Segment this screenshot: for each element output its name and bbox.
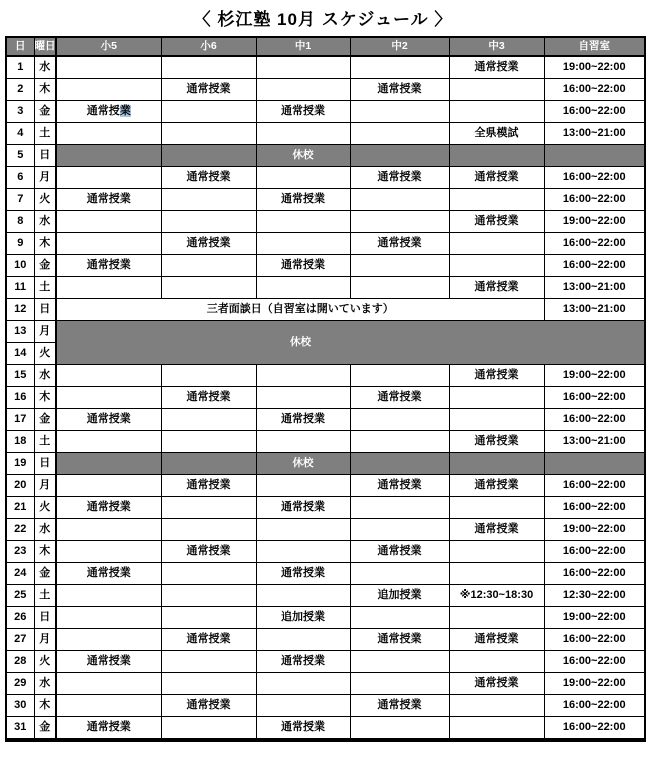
schedule-cell — [56, 365, 161, 387]
schedule-cell: 通常授業 — [56, 497, 161, 519]
schedule-cell — [449, 563, 544, 585]
column-header-0: 日 — [6, 37, 34, 56]
schedule-cell — [56, 211, 161, 233]
schedule-cell: 通常授業 — [449, 167, 544, 189]
day-cell: 13 — [6, 321, 34, 343]
schedule-cell: 通常授業 — [449, 519, 544, 541]
schedule-cell: 通常授業 — [56, 409, 161, 431]
day-cell: 7 — [6, 189, 34, 211]
table-row-day-24 — [6, 563, 645, 585]
schedule-cell — [161, 56, 256, 79]
day-cell: 2 — [6, 79, 34, 101]
closed-cell — [449, 145, 544, 167]
schedule-cell — [449, 607, 544, 629]
schedule-cell — [449, 233, 544, 255]
closed-cell — [56, 145, 161, 167]
schedule-cell — [56, 233, 161, 255]
table-header — [6, 37, 645, 56]
table-row-day-30 — [6, 695, 645, 717]
weekday-cell: 木 — [34, 79, 56, 101]
day-cell: 1 — [6, 56, 34, 79]
closed-label-cell: 休校 — [256, 145, 350, 167]
study-room-cell: 16:00~22:00 — [544, 233, 645, 255]
schedule-cell — [256, 387, 350, 409]
schedule-cell — [161, 277, 256, 299]
day-cell: 14 — [6, 343, 34, 365]
table-row-day-22 — [6, 519, 645, 541]
weekday-cell: 土 — [34, 431, 56, 453]
weekday-cell: 木 — [34, 541, 56, 563]
schedule-document — [0, 5, 646, 773]
weekday-cell: 日 — [34, 299, 56, 321]
study-room-cell: 19:00~22:00 — [544, 56, 645, 79]
table-row-day-23 — [6, 541, 645, 563]
study-room-cell: 19:00~22:00 — [544, 607, 645, 629]
schedule-cell: 通常授業 — [350, 387, 449, 409]
weekday-cell: 金 — [34, 563, 56, 585]
schedule-cell — [56, 79, 161, 101]
schedule-cell: 通常授業 — [256, 255, 350, 277]
study-room-cell: 16:00~22:00 — [544, 79, 645, 101]
schedule-cell: 通常授業 — [350, 475, 449, 497]
schedule-cell — [56, 585, 161, 607]
schedule-cell — [161, 101, 256, 123]
weekday-cell: 水 — [34, 673, 56, 695]
day-cell: 8 — [6, 211, 34, 233]
table-row-day-17 — [6, 409, 645, 431]
study-room-cell: 12:30~22:00 — [544, 585, 645, 607]
closed-cell — [161, 145, 256, 167]
schedule-cell: 通常授業 — [449, 56, 544, 79]
schedule-cell — [350, 519, 449, 541]
closed-merged-cell — [56, 321, 645, 365]
schedule-cell — [56, 673, 161, 695]
table-row-day-15 — [6, 365, 645, 387]
schedule-cell — [161, 607, 256, 629]
schedule-cell: 全県模試 — [449, 123, 544, 145]
schedule-cell: 通常授業 — [449, 431, 544, 453]
table-row-day-29 — [6, 673, 645, 695]
schedule-cell: 通常授業 — [56, 101, 161, 123]
day-cell: 23 — [6, 541, 34, 563]
schedule-cell — [350, 431, 449, 453]
schedule-cell: 通常授業 — [350, 695, 449, 717]
schedule-cell — [256, 541, 350, 563]
schedule-cell — [256, 585, 350, 607]
schedule-cell — [56, 695, 161, 717]
schedule-cell: 通常授業 — [161, 79, 256, 101]
table-row-day-19 — [6, 453, 645, 475]
schedule-cell — [56, 475, 161, 497]
weekday-cell: 火 — [34, 497, 56, 519]
schedule-cell: 通常授業 — [256, 189, 350, 211]
day-cell: 29 — [6, 673, 34, 695]
table-row-day-26 — [6, 607, 645, 629]
weekday-cell: 月 — [34, 167, 56, 189]
schedule-cell: ※12:30~18:30 — [449, 585, 544, 607]
table-header-row — [6, 37, 645, 56]
schedule-cell — [350, 56, 449, 79]
schedule-cell — [56, 387, 161, 409]
study-room-cell: 19:00~22:00 — [544, 673, 645, 695]
schedule-cell — [256, 167, 350, 189]
study-room-cell: 19:00~22:00 — [544, 211, 645, 233]
schedule-cell — [161, 409, 256, 431]
table-row-day-31 — [6, 717, 645, 741]
schedule-cell — [256, 277, 350, 299]
table-row-day-27 — [6, 629, 645, 651]
schedule-cell — [350, 211, 449, 233]
schedule-cell: 通常授業 — [256, 101, 350, 123]
column-header-5: 中2 — [350, 37, 449, 56]
schedule-cell — [256, 211, 350, 233]
schedule-cell — [449, 717, 544, 741]
study-room-cell: 16:00~22:00 — [544, 695, 645, 717]
schedule-cell — [56, 123, 161, 145]
schedule-cell — [449, 189, 544, 211]
schedule-cell — [449, 387, 544, 409]
weekday-cell: 月 — [34, 321, 56, 343]
weekday-cell: 日 — [34, 145, 56, 167]
column-header-7: 自習室 — [544, 37, 645, 56]
column-header-1: 曜日 — [34, 37, 56, 56]
text-selection-highlight: 業 — [119, 105, 131, 117]
closed-cell — [544, 453, 645, 475]
study-room-cell: 16:00~22:00 — [544, 563, 645, 585]
column-header-2: 小5 — [56, 37, 161, 56]
schedule-cell — [161, 123, 256, 145]
weekday-cell: 火 — [34, 189, 56, 211]
schedule-cell: 通常授業 — [449, 673, 544, 695]
table-row-day-10 — [6, 255, 645, 277]
schedule-cell — [161, 519, 256, 541]
weekday-cell: 水 — [34, 365, 56, 387]
table-row-day-7 — [6, 189, 645, 211]
day-cell: 5 — [6, 145, 34, 167]
schedule-cell — [161, 189, 256, 211]
study-room-cell: 16:00~22:00 — [544, 387, 645, 409]
table-row-day-25 — [6, 585, 645, 607]
schedule-cell: 通常授業 — [449, 475, 544, 497]
study-room-cell: 13:00~21:00 — [544, 277, 645, 299]
table-row-day-3 — [6, 101, 645, 123]
schedule-cell: 通常授業 — [56, 255, 161, 277]
study-room-cell: 16:00~22:00 — [544, 101, 645, 123]
schedule-cell — [449, 497, 544, 519]
day-cell: 6 — [6, 167, 34, 189]
schedule-cell — [449, 651, 544, 673]
table-body — [6, 56, 645, 740]
schedule-table — [5, 36, 646, 742]
schedule-cell: 通常授業 — [256, 497, 350, 519]
page-title: 〈 杉江塾 10月 スケジュール 〉 — [193, 10, 453, 29]
schedule-cell: 通常授業 — [161, 629, 256, 651]
schedule-cell — [350, 607, 449, 629]
day-cell: 24 — [6, 563, 34, 585]
meeting-day-cell: 三者面談日（自習室は開いています） — [56, 299, 544, 321]
weekday-cell: 水 — [34, 211, 56, 233]
table-row-day-11 — [6, 277, 645, 299]
day-cell: 27 — [6, 629, 34, 651]
table-row-day-20 — [6, 475, 645, 497]
schedule-cell — [161, 365, 256, 387]
schedule-cell — [350, 651, 449, 673]
schedule-cell — [449, 541, 544, 563]
schedule-cell — [161, 211, 256, 233]
day-cell: 19 — [6, 453, 34, 475]
schedule-cell: 通常授業 — [161, 695, 256, 717]
schedule-cell: 通常授業 — [350, 233, 449, 255]
schedule-cell — [350, 673, 449, 695]
day-cell: 22 — [6, 519, 34, 541]
table-row-day-12 — [6, 299, 645, 321]
table-row-day-16 — [6, 387, 645, 409]
table-row-day-18 — [6, 431, 645, 453]
weekday-cell: 木 — [34, 233, 56, 255]
day-cell: 9 — [6, 233, 34, 255]
schedule-cell — [56, 519, 161, 541]
schedule-cell — [449, 101, 544, 123]
schedule-cell — [256, 365, 350, 387]
schedule-cell: 通常授業 — [350, 79, 449, 101]
schedule-cell: 通常授業 — [449, 365, 544, 387]
weekday-cell: 土 — [34, 277, 56, 299]
schedule-cell — [350, 123, 449, 145]
table-row-day-2 — [6, 79, 645, 101]
schedule-cell — [350, 563, 449, 585]
schedule-cell: 通常授業 — [161, 233, 256, 255]
schedule-cell — [56, 431, 161, 453]
schedule-cell: 通常授業 — [161, 387, 256, 409]
schedule-cell — [256, 695, 350, 717]
day-cell: 11 — [6, 277, 34, 299]
day-cell: 20 — [6, 475, 34, 497]
schedule-cell — [256, 673, 350, 695]
schedule-cell — [161, 255, 256, 277]
column-header-6: 中3 — [449, 37, 544, 56]
schedule-cell: 通常授業 — [256, 717, 350, 741]
study-room-cell: 13:00~21:00 — [544, 123, 645, 145]
weekday-cell: 金 — [34, 101, 56, 123]
schedule-cell — [56, 607, 161, 629]
schedule-cell — [161, 497, 256, 519]
schedule-cell: 通常授業 — [56, 189, 161, 211]
day-cell: 4 — [6, 123, 34, 145]
schedule-cell — [350, 189, 449, 211]
day-cell: 31 — [6, 717, 34, 741]
schedule-cell — [350, 717, 449, 741]
schedule-cell — [256, 233, 350, 255]
weekday-cell: 土 — [34, 585, 56, 607]
schedule-cell: 通常授業 — [350, 167, 449, 189]
schedule-cell — [56, 167, 161, 189]
schedule-cell — [449, 409, 544, 431]
study-room-cell: 19:00~22:00 — [544, 519, 645, 541]
schedule-cell — [256, 431, 350, 453]
schedule-cell — [449, 255, 544, 277]
schedule-cell — [350, 255, 449, 277]
schedule-cell — [161, 431, 256, 453]
day-cell: 30 — [6, 695, 34, 717]
day-cell: 21 — [6, 497, 34, 519]
table-row-day-9 — [6, 233, 645, 255]
closed-label-cell: 休校 — [256, 453, 350, 475]
schedule-cell — [161, 651, 256, 673]
weekday-cell: 火 — [34, 651, 56, 673]
table-row-day-13 — [6, 321, 645, 343]
study-room-cell: 16:00~22:00 — [544, 497, 645, 519]
schedule-cell — [449, 695, 544, 717]
schedule-cell — [256, 629, 350, 651]
schedule-cell — [350, 409, 449, 431]
day-cell: 28 — [6, 651, 34, 673]
schedule-cell: 通常授業 — [449, 211, 544, 233]
closed-cell — [350, 145, 449, 167]
table-row-day-5 — [6, 145, 645, 167]
study-room-cell: 19:00~22:00 — [544, 365, 645, 387]
study-room-cell: 16:00~22:00 — [544, 541, 645, 563]
day-cell: 16 — [6, 387, 34, 409]
schedule-cell — [256, 79, 350, 101]
schedule-cell — [350, 365, 449, 387]
schedule-cell: 通常授業 — [256, 563, 350, 585]
schedule-cell — [350, 101, 449, 123]
day-cell: 3 — [6, 101, 34, 123]
day-cell: 12 — [6, 299, 34, 321]
study-room-cell: 13:00~21:00 — [544, 299, 645, 321]
schedule-cell — [256, 475, 350, 497]
closed-cell — [350, 453, 449, 475]
table-row-day-28 — [6, 651, 645, 673]
schedule-cell — [256, 56, 350, 79]
study-room-cell: 16:00~22:00 — [544, 189, 645, 211]
weekday-cell: 土 — [34, 123, 56, 145]
table-row-day-4 — [6, 123, 645, 145]
weekday-cell: 木 — [34, 695, 56, 717]
schedule-cell: 通常授業 — [56, 651, 161, 673]
schedule-cell: 追加授業 — [256, 607, 350, 629]
study-room-cell: 13:00~21:00 — [544, 431, 645, 453]
schedule-cell — [350, 497, 449, 519]
table-row-day-8 — [6, 211, 645, 233]
day-cell: 15 — [6, 365, 34, 387]
weekday-cell: 金 — [34, 717, 56, 741]
study-room-cell: 16:00~22:00 — [544, 651, 645, 673]
schedule-cell: 通常授業 — [449, 277, 544, 299]
weekday-cell: 月 — [34, 475, 56, 497]
weekday-cell: 日 — [34, 607, 56, 629]
schedule-cell: 通常授業 — [56, 717, 161, 741]
schedule-cell — [56, 56, 161, 79]
schedule-cell: 追加授業 — [350, 585, 449, 607]
study-room-cell: 16:00~22:00 — [544, 629, 645, 651]
schedule-cell: 通常授業 — [161, 167, 256, 189]
day-cell: 10 — [6, 255, 34, 277]
closed-cell — [544, 145, 645, 167]
day-cell: 17 — [6, 409, 34, 431]
schedule-cell: 通常授業 — [256, 409, 350, 431]
schedule-cell: 通常授業 — [449, 629, 544, 651]
day-cell: 25 — [6, 585, 34, 607]
weekday-cell: 木 — [34, 387, 56, 409]
schedule-cell: 通常授業 — [161, 475, 256, 497]
study-room-cell: 16:00~22:00 — [544, 475, 645, 497]
schedule-cell — [256, 123, 350, 145]
weekday-cell: 日 — [34, 453, 56, 475]
closed-cell — [56, 453, 161, 475]
schedule-cell: 通常授業 — [161, 541, 256, 563]
study-room-cell: 16:00~22:00 — [544, 167, 645, 189]
schedule-cell: 通常授業 — [350, 629, 449, 651]
study-room-cell: 16:00~22:00 — [544, 409, 645, 431]
weekday-cell: 金 — [34, 409, 56, 431]
schedule-cell — [56, 277, 161, 299]
closed-label: 休校 — [290, 336, 311, 348]
schedule-cell — [161, 717, 256, 741]
schedule-cell — [161, 673, 256, 695]
schedule-cell — [56, 541, 161, 563]
schedule-cell — [350, 277, 449, 299]
schedule-cell — [161, 563, 256, 585]
schedule-cell — [56, 629, 161, 651]
study-room-cell: 16:00~22:00 — [544, 717, 645, 741]
table-row-day-21 — [6, 497, 645, 519]
table-row-day-1 — [6, 56, 645, 79]
column-header-3: 小6 — [161, 37, 256, 56]
closed-cell — [161, 453, 256, 475]
schedule-cell: 通常授業 — [350, 541, 449, 563]
day-cell: 18 — [6, 431, 34, 453]
schedule-cell — [256, 519, 350, 541]
column-header-4: 中1 — [256, 37, 350, 56]
weekday-cell: 水 — [34, 519, 56, 541]
schedule-cell — [449, 79, 544, 101]
table-row-day-6 — [6, 167, 645, 189]
schedule-cell — [161, 585, 256, 607]
weekday-cell: 月 — [34, 629, 56, 651]
schedule-cell: 通常授業 — [256, 651, 350, 673]
schedule-cell: 通常授業 — [56, 563, 161, 585]
weekday-cell: 火 — [34, 343, 56, 365]
weekday-cell: 金 — [34, 255, 56, 277]
weekday-cell: 水 — [34, 56, 56, 79]
study-room-cell: 16:00~22:00 — [544, 255, 645, 277]
day-cell: 26 — [6, 607, 34, 629]
closed-cell — [449, 453, 544, 475]
